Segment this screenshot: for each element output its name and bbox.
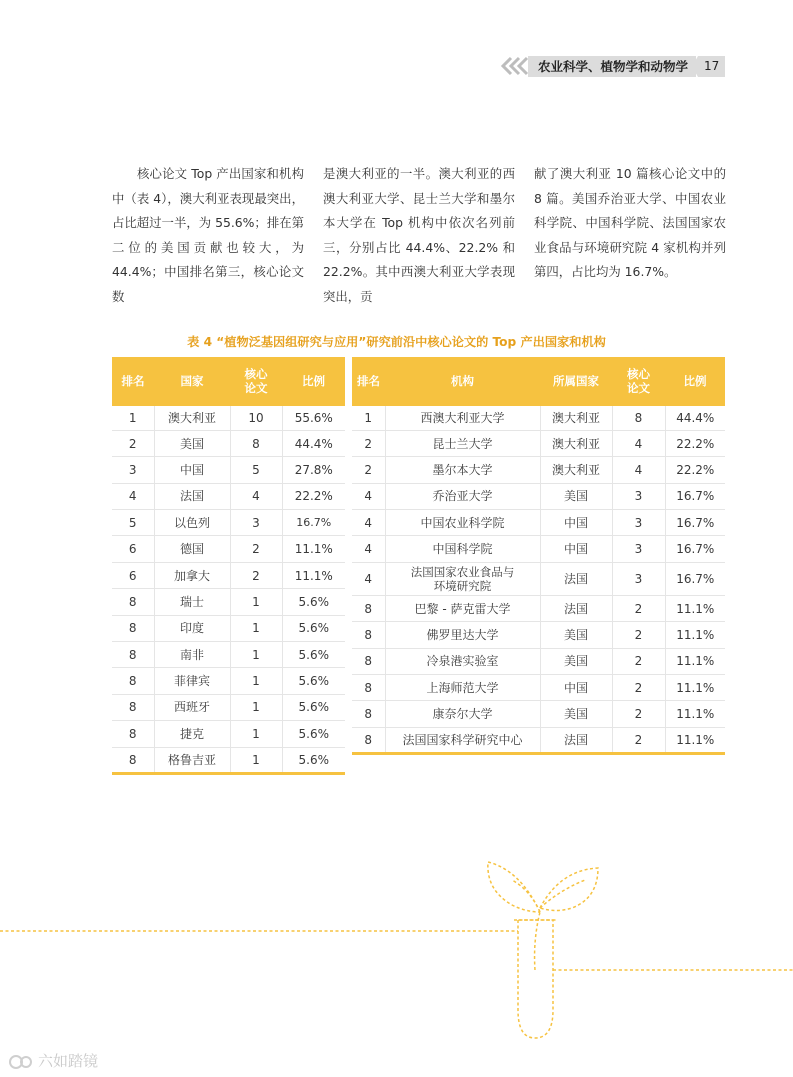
body-text-column-3: 献了澳大利亚 10 篇核心论文中的 8 篇。美国乔治亚大学、中国农业科学院、中国科学院、法国国家农业食品与环境研究院 4 家机构并列第四，占比均为 16.7%。 <box>534 166 726 280</box>
ratio-cell: 11.1% <box>665 622 725 648</box>
rank-cell: 8 <box>352 648 385 674</box>
papers-cell: 10 <box>230 404 282 430</box>
ratio-cell: 11.1% <box>665 648 725 674</box>
rank-cell: 4 <box>352 483 385 509</box>
rank-cell: 2 <box>352 457 385 483</box>
country-cell: 格鲁吉亚 <box>154 747 230 773</box>
table-row <box>352 457 725 483</box>
institution-cell: 法国国家科学研究中心 <box>385 727 540 753</box>
ratio-cell: 5.6% <box>282 747 345 773</box>
papers-cell: 5 <box>230 457 282 483</box>
header-country: 所属国家 <box>540 358 612 404</box>
papers-cell: 1 <box>230 642 282 668</box>
papers-cell: 4 <box>612 430 665 456</box>
ratio-cell: 5.6% <box>282 615 345 641</box>
country-cell: 加拿大 <box>154 562 230 588</box>
table-row <box>352 510 725 536</box>
institution-cell: 墨尔本大学 <box>385 457 540 483</box>
country-cell: 菲律宾 <box>154 668 230 694</box>
body-text-column-1: 核心论文 Top 产出国家和机构中（表 4），澳大利亚表现最突出，占比超过一半，为 55.6%；排在第二位的美国贡献也较大，为 44.4%；中国排名第三，核心论文数 <box>112 166 304 304</box>
ratio-cell: 22.2% <box>282 483 345 509</box>
header-rank: 排名 <box>352 358 385 404</box>
ratio-cell: 11.1% <box>665 595 725 621</box>
country-cell: 以色列 <box>154 510 230 536</box>
institutions-table <box>352 357 725 755</box>
table-row <box>112 615 345 641</box>
papers-cell: 1 <box>230 615 282 641</box>
rank-cell: 8 <box>112 747 154 773</box>
rank-cell: 4 <box>352 510 385 536</box>
table-row <box>352 648 725 674</box>
ratio-cell: 55.6% <box>282 404 345 430</box>
table-row <box>112 642 345 668</box>
ratio-cell: 16.7% <box>665 510 725 536</box>
papers-cell: 2 <box>612 701 665 727</box>
papers-cell: 2 <box>612 622 665 648</box>
rank-cell: 2 <box>352 430 385 456</box>
logo-icon <box>8 1052 34 1070</box>
ratio-cell: 11.1% <box>665 701 725 727</box>
rank-cell: 8 <box>352 727 385 753</box>
page-header <box>0 52 793 80</box>
ratio-cell: 5.6% <box>282 721 345 747</box>
header-core-papers <box>612 358 665 404</box>
rank-cell: 8 <box>352 701 385 727</box>
countries-table <box>112 357 345 775</box>
rank-cell: 6 <box>112 536 154 562</box>
papers-cell: 2 <box>612 675 665 701</box>
country-cell: 法国 <box>540 595 612 621</box>
ratio-cell: 22.2% <box>665 430 725 456</box>
papers-cell: 2 <box>230 536 282 562</box>
country-cell: 澳大利亚 <box>540 430 612 456</box>
papers-cell: 8 <box>230 430 282 456</box>
table-row <box>352 404 725 430</box>
header-core-papers-line1: 核心 <box>244 366 268 381</box>
table-row <box>112 536 345 562</box>
section-title: 农业科学、植物学和动物学 <box>538 59 689 74</box>
ratio-cell: 16.7% <box>665 536 725 562</box>
rank-cell: 8 <box>112 615 154 641</box>
institution-cell: 法国国家农业食品与环境研究院 <box>385 562 540 595</box>
rank-cell: 4 <box>352 562 385 595</box>
header-country: 国家 <box>154 358 230 404</box>
institution-cell: 上海师范大学 <box>385 675 540 701</box>
header-institution: 机构 <box>385 358 540 404</box>
institution-cell: 巴黎 - 萨克雷大学 <box>385 595 540 621</box>
rank-cell: 4 <box>112 483 154 509</box>
country-cell: 中国 <box>540 675 612 701</box>
ratio-cell: 5.6% <box>282 642 345 668</box>
watermark-text: 六如踏镜 <box>38 1052 99 1070</box>
ratio-cell: 5.6% <box>282 668 345 694</box>
country-cell: 瑞士 <box>154 589 230 615</box>
table-row <box>112 668 345 694</box>
rank-cell: 8 <box>352 675 385 701</box>
country-cell: 法国 <box>540 562 612 595</box>
rank-cell: 8 <box>112 642 154 668</box>
papers-cell: 2 <box>612 727 665 753</box>
ratio-cell: 16.7% <box>665 562 725 595</box>
table-header-row <box>112 358 345 404</box>
header-core-papers-line2: 论文 <box>627 380 650 395</box>
table-row <box>352 675 725 701</box>
rank-cell: 1 <box>112 404 154 430</box>
table-row <box>112 483 345 509</box>
table-row <box>352 622 725 648</box>
papers-cell: 2 <box>612 595 665 621</box>
papers-cell: 4 <box>230 483 282 509</box>
table-row <box>352 536 725 562</box>
institution-cell: 康奈尔大学 <box>385 701 540 727</box>
double-chevron-icon <box>499 56 529 76</box>
rank-cell: 8 <box>112 589 154 615</box>
country-cell: 南非 <box>154 642 230 668</box>
country-cell: 澳大利亚 <box>540 457 612 483</box>
country-cell: 美国 <box>540 648 612 674</box>
papers-cell: 3 <box>612 483 665 509</box>
papers-cell: 3 <box>612 510 665 536</box>
ratio-cell: 44.4% <box>282 430 345 456</box>
rank-cell: 8 <box>352 622 385 648</box>
institution-cell: 西澳大利亚大学 <box>385 404 540 430</box>
rank-cell: 5 <box>112 510 154 536</box>
table-row <box>352 430 725 456</box>
ratio-cell: 22.2% <box>665 457 725 483</box>
header-ratio: 比例 <box>665 358 725 404</box>
rank-cell: 3 <box>112 457 154 483</box>
rank-cell: 8 <box>112 721 154 747</box>
table-header-row <box>352 358 725 404</box>
papers-cell: 8 <box>612 404 665 430</box>
papers-cell: 2 <box>230 562 282 588</box>
rank-cell: 4 <box>352 536 385 562</box>
papers-cell: 1 <box>230 589 282 615</box>
rank-cell: 2 <box>112 430 154 456</box>
table-row <box>112 404 345 430</box>
country-cell: 德国 <box>154 536 230 562</box>
country-cell: 澳大利亚 <box>154 404 230 430</box>
country-cell: 捷克 <box>154 721 230 747</box>
rank-cell: 8 <box>112 694 154 720</box>
ratio-cell: 11.1% <box>282 562 345 588</box>
papers-cell: 1 <box>230 694 282 720</box>
rank-cell: 1 <box>352 404 385 430</box>
header-rank: 排名 <box>112 358 154 404</box>
ratio-cell: 11.1% <box>282 536 345 562</box>
ratio-cell: 16.7% <box>665 483 725 509</box>
institution-cell: 佛罗里达大学 <box>385 622 540 648</box>
table-caption: 表 4 “植物泛基因组研究与应用”研究前沿中核心论文的 Top 产出国家和机构 <box>187 335 606 349</box>
rank-cell: 6 <box>112 562 154 588</box>
institution-cell: 冷泉港实验室 <box>385 648 540 674</box>
page-number: 17 <box>704 59 720 73</box>
body-text-column-2: 是澳大利亚的一半。澳大利亚的西澳大利亚大学、昆士兰大学和墨尔本大学在 Top 机构中依次名列前三，分别占比 44.4%、22.2% 和 22.2%。其中西澳大利亚大学表现突出，贡 <box>323 166 515 304</box>
table-row <box>112 589 345 615</box>
table-row <box>352 595 725 621</box>
country-cell: 美国 <box>154 430 230 456</box>
country-cell: 美国 <box>540 483 612 509</box>
papers-cell: 1 <box>230 668 282 694</box>
papers-cell: 3 <box>612 562 665 595</box>
ratio-cell: 5.6% <box>282 589 345 615</box>
table-row <box>352 701 725 727</box>
country-cell: 西班牙 <box>154 694 230 720</box>
table-row <box>352 483 725 509</box>
ratio-cell: 11.1% <box>665 675 725 701</box>
ratio-cell: 27.8% <box>282 457 345 483</box>
papers-cell: 1 <box>230 721 282 747</box>
country-cell: 美国 <box>540 701 612 727</box>
papers-cell: 3 <box>612 536 665 562</box>
header-core-papers <box>230 358 282 404</box>
country-cell: 中国 <box>154 457 230 483</box>
rank-cell: 8 <box>352 595 385 621</box>
seedling-test-tube-icon <box>0 850 793 1050</box>
table-row <box>112 721 345 747</box>
table-row <box>352 562 725 595</box>
table-row <box>112 510 345 536</box>
rank-cell: 8 <box>112 668 154 694</box>
table-row <box>112 457 345 483</box>
country-cell: 美国 <box>540 622 612 648</box>
papers-cell: 2 <box>612 648 665 674</box>
ratio-cell: 11.1% <box>665 727 725 753</box>
header-core-papers-line2: 论文 <box>244 380 268 395</box>
country-cell: 法国 <box>154 483 230 509</box>
table-row <box>112 694 345 720</box>
institution-cell: 中国科学院 <box>385 536 540 562</box>
table-row <box>112 747 345 773</box>
country-cell: 中国 <box>540 536 612 562</box>
ratio-cell: 5.6% <box>282 694 345 720</box>
institution-cell: 乔治亚大学 <box>385 483 540 509</box>
country-cell: 中国 <box>540 510 612 536</box>
table-row <box>112 430 345 456</box>
institution-cell: 中国农业科学院 <box>385 510 540 536</box>
ratio-cell: 44.4% <box>665 404 725 430</box>
table-row <box>352 727 725 753</box>
country-cell: 法国 <box>540 727 612 753</box>
header-core-papers-line1: 核心 <box>627 366 650 381</box>
ratio-cell: 16.7% <box>282 510 345 536</box>
papers-cell: 3 <box>230 510 282 536</box>
table-row <box>112 562 345 588</box>
institution-cell: 昆士兰大学 <box>385 430 540 456</box>
papers-cell: 4 <box>612 457 665 483</box>
country-cell: 印度 <box>154 615 230 641</box>
papers-cell: 1 <box>230 747 282 773</box>
country-cell: 澳大利亚 <box>540 404 612 430</box>
header-ratio: 比例 <box>282 358 345 404</box>
